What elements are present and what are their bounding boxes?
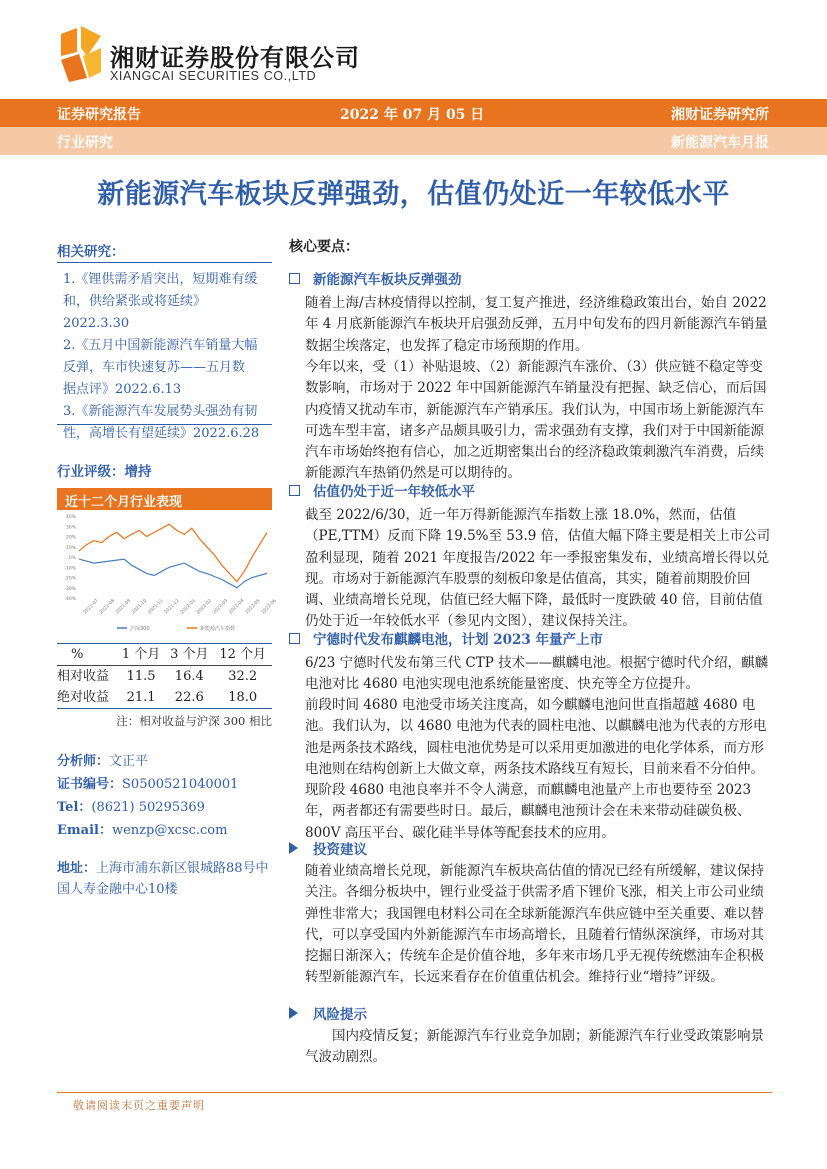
paragraph: 随着业绩高增长兑现，新能源汽车板块高估值的情况已经有所缓解，建议保持关注。各细分板块中，锂行业受益于供需矛盾下锂价飞涨，相关上市公司业绩弹性非常大；我国锂电材料公司在全球新能源汽车供应链中至关重要、难以替代，可以享受国内外新能源汽车市场高增长，且随着行情纵深演绎，市场对其挖掘日渐深入；传统车企是价值谷地，多年来市场几乎无视传统燃油车企积极转型新能源汽车，长远来看存在价值重估机会。维持行业“增持”评级。 [305, 863, 764, 986]
checkbox-bullet-icon [289, 485, 300, 496]
y-tick-label: 20% [65, 535, 76, 541]
legend-label: 沪深300 [130, 626, 150, 632]
y-tick-label: 0% [68, 556, 76, 561]
report-date: 2022 年 07 月 05 日 [340, 107, 485, 123]
table-row [57, 666, 272, 688]
report-type: 证券研究报告 [57, 107, 141, 123]
performance-title: 近十二个月行业表现 [57, 488, 272, 510]
related-item[interactable]: 2.《五月中国新能源汽车销量大幅 [63, 338, 258, 353]
performance-note: 注：相对收益与沪深 300 相比 [116, 714, 272, 728]
company-logo-icon [57, 26, 105, 82]
report-category: 行业研究 [57, 135, 113, 151]
paragraph: 6/23 宁德时代发布第三代 CTP 技术——麒麟电池。根据宁德时代介绍，麒麟电池对比 4680 电池实现电池系统能量密度、快充等全方位提升。 [305, 655, 769, 693]
institute-name: 湘财证券研究所 [671, 107, 769, 123]
core-points-title: 核心要点： [289, 239, 359, 255]
table-cell: 16.4 [174, 669, 204, 684]
industry-rating: 行业评级：增持 [57, 464, 152, 480]
related-item[interactable]: 据点评》2022.6.13 [63, 382, 182, 397]
x-tick-label: 2022-06 [260, 598, 278, 616]
y-tick-label: 30% [65, 525, 76, 531]
y-tick-label: -40% [64, 597, 76, 602]
x-tick-label: 2022-04 [228, 598, 246, 616]
x-tick-label: 2021-07 [82, 598, 100, 616]
table-cell: 22.6 [165, 687, 213, 709]
section-heading: 投资建议 [289, 838, 367, 858]
y-tick-label: -20% [64, 576, 76, 582]
analyst-address: 地址：上海市浦东新区银城路88号中国人寿金融中心10楼 [57, 861, 269, 897]
row-label: 绝对收益 [57, 687, 117, 709]
report-title: 新能源汽车板块反弹强劲，估值仍处近一年较低水平 [97, 179, 730, 210]
arrow-bullet-icon [289, 842, 298, 854]
checkbox-bullet-icon [289, 633, 300, 644]
related-item[interactable]: 3.《新能源汽车发展势头强劲有韧 [63, 404, 258, 419]
related-research-list [57, 262, 272, 445]
paragraph: 截至 2022/6/30，近一年万得新能源汽车指数上涨 18.0%，然而，估值（PE,TTM）反而下降 19.5%至 53.9 倍，估值大幅下降主要是相关上市公司盈利显现，随着 2021 年度报告/2022 年一季报密集发布，业绩高增长得以兑现。市场对于新能源汽车股票的刻板印象是估值高，其实，随着前期股价回调、业绩高增长兑现，估值已经大幅下降，最低时一度跌破 40 倍，目前估值仍处于近一年较低水平（参见内文图），建议保持关注。 [305, 507, 771, 630]
paragraph: 国内疫情反复；新能源汽车行业竞争加剧；新能源汽车行业受政策影响景气波动剧烈。 [305, 1028, 764, 1066]
table-cell: 18.0 [213, 687, 272, 709]
related-item[interactable]: 性，高增长有望延续》2022.6.28 [63, 426, 260, 441]
related-divider [57, 424, 272, 425]
company-name-en: XIANGCAI SECURITIES CO.,LTD [110, 69, 317, 83]
section-heading: 估值仍处于近一年较低水平 [289, 480, 475, 500]
report-series: 新能源汽车月报 [671, 135, 769, 151]
performance-table [57, 643, 272, 709]
header-band-secondary [0, 127, 827, 155]
x-tick-label: 2022-05 [244, 598, 262, 616]
paragraph: 随着上海/吉林疫情得以控制，复工复产推进，经济维稳政策出台，始自 2022 年 4 月底新能源汽车板块开启强劲反弹，五月中旬发布的四月新能源汽车销量数据尘埃落定，也发挥了稳定市场预期的作用。 [305, 295, 768, 354]
x-tick-label: 2022-03 [212, 598, 230, 616]
analyst-tel: Tel：(8621) 50295369 [57, 800, 205, 815]
table-header-cell: 3 个月 [165, 644, 213, 666]
performance-chart [57, 512, 278, 636]
y-tick-label: 40% [65, 515, 76, 520]
x-tick-label: 2021-10 [131, 598, 149, 616]
section-heading: 风险提示 [289, 1003, 367, 1023]
footer-disclaimer[interactable]: 敬请阅读末页之重要声明 [73, 1099, 205, 1112]
arrow-bullet-icon [289, 1007, 298, 1019]
x-tick-label: 2022-01 [179, 598, 197, 616]
series-line [79, 559, 267, 588]
paragraph: 前段时间 4680 电池受市场关注度高，如今麒麟电池问世直指超越 4680 电池。我们认为，以 4680 电池为代表的圆柱电池、以麒麟电池为代表的方形电池是两条技术路线，圆柱电池优势是可以采用更加激进的电化学体系，而方形电池则在结构创新上大做文章，两条技术路线互有短长，目前来看不分伯仲。现阶段 4680 电池良率并不令人满意，而麒麟电池量产上市也要待至 2023 年，两者都还有需要些时日。最后，麒麟电池预计会在未来带动硅碳负极、800V 高压平台、碳化硅半导体等配套技术的应用。 [305, 697, 767, 841]
related-item[interactable]: 反弹，车市快速复苏——五月数 [63, 360, 246, 375]
table-cell: 21.1 [117, 687, 165, 709]
company-name-cn: 湘财证券股份有限公司 [110, 44, 360, 72]
checkbox-bullet-icon [289, 273, 300, 284]
table-header-cell: 1 个月 [117, 644, 165, 666]
table-cell: 11.5 [126, 669, 156, 684]
x-tick-label: 2021-08 [99, 598, 116, 616]
related-item[interactable]: 1.《锂供需矛盾突出，短期难有缓 [63, 272, 258, 287]
legend-label: 新能源汽车指数 [200, 626, 236, 632]
paragraph: 今年以来，受（1）补贴退坡、（2）新能源汽车涨价、（3）供应链不稳定等变数影响，市场对于 2022 年中国新能源汽车销量没有把握、缺乏信心，而后国内疫情又扰动车市，新能源汽车产销承压。我们认为，中国市场上新能源汽车可选车型丰富，诸多产品颇具吸引力，需求强劲有支撑，我们对于中国新能源汽车市场始终抱有信心，加之近期密集出台的经济稳政策刺激汽车消费，后续新能源汽车热销仍然是可以期待的。 [305, 359, 767, 482]
y-tick-label: 10% [65, 545, 76, 551]
footer-divider [57, 1092, 772, 1093]
row-label: 相对收益 [57, 669, 110, 684]
y-tick-label: -10% [64, 566, 76, 572]
section-heading: 新能源汽车板块反弹强劲 [289, 268, 462, 288]
table-row [57, 687, 272, 709]
series-line [79, 524, 267, 581]
table-header-row [57, 644, 272, 666]
related-research-title: 相关研究： [57, 244, 125, 260]
x-tick-label: 2022-02 [196, 598, 213, 616]
y-tick-label: -30% [64, 586, 76, 592]
x-tick-label: 2021-11 [147, 598, 165, 616]
analyst-cert: 证书编号：S0500521040001 [57, 777, 239, 792]
header-band-primary [0, 99, 827, 127]
table-header-cell: 12 个月 [213, 644, 272, 666]
table-cell: 32.2 [228, 669, 258, 684]
x-tick-label: 2021-09 [115, 598, 133, 616]
related-item[interactable]: 和，供给紧张或将延续》2022.3.30 [63, 294, 207, 331]
analyst-email: Email：wenzp@xcsc.com [57, 823, 228, 838]
x-tick-label: 2021-12 [163, 598, 181, 616]
analyst-name: 分析师：文正平 [57, 754, 149, 769]
table-header-cell: % [57, 644, 117, 666]
section-heading: 宁德时代发布麒麟电池，计划 2023 年量产上市 [289, 628, 603, 648]
